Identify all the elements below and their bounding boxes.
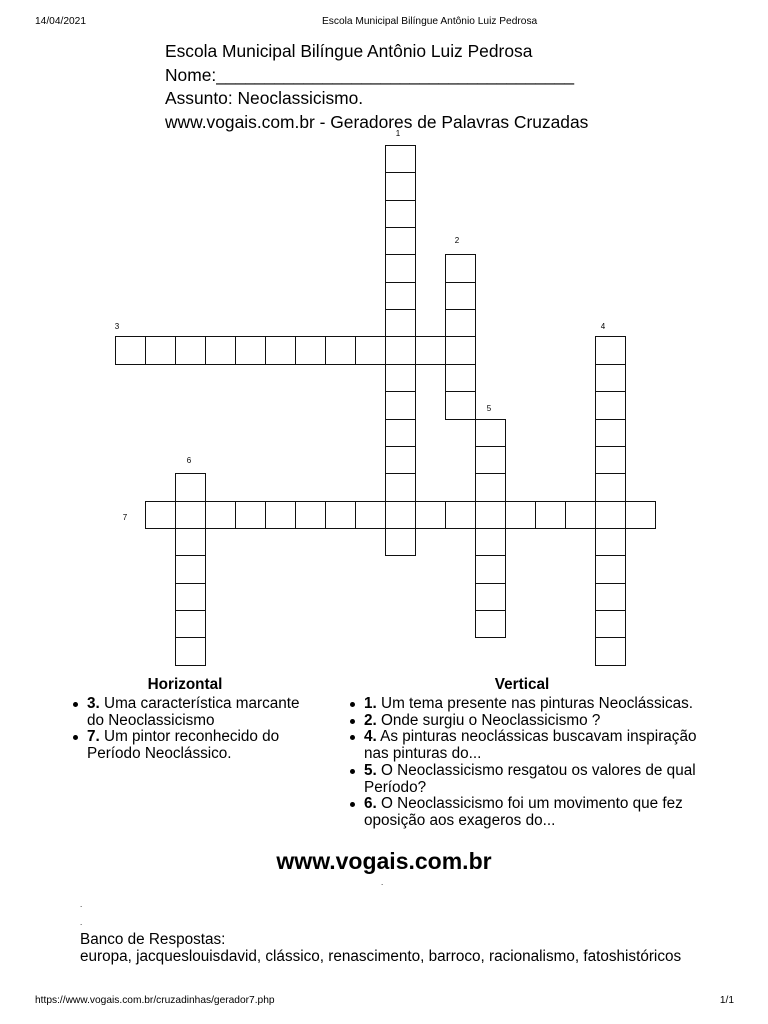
crossword-cell — [385, 364, 416, 392]
crossword-cell — [385, 282, 416, 310]
spacer-dot: . — [80, 918, 83, 927]
clue-number: 3. — [87, 695, 100, 712]
generator-line: www.vogais.com.br - Geradores de Palavras Cruzadas — [165, 111, 589, 132]
crossword-cell — [625, 501, 656, 529]
horizontal-clues-title: Horizontal — [147, 676, 223, 693]
crossword-cell — [385, 336, 416, 365]
crossword-cell — [325, 336, 356, 365]
clue-text: Um tema presente nas pinturas Neoclássicas. — [381, 695, 694, 712]
crossword-cell — [475, 555, 506, 584]
crossword-cell — [385, 227, 416, 255]
clue-item — [347, 696, 709, 713]
crossword-cell — [265, 501, 296, 529]
grid-number-label: 1 — [395, 129, 401, 138]
crossword-cell — [565, 501, 596, 529]
crossword-cell — [595, 473, 626, 502]
clue-item — [347, 713, 709, 730]
crossword-cell — [595, 637, 626, 666]
crossword-cell — [475, 501, 506, 529]
crossword-cell — [385, 446, 416, 474]
crossword-cell — [595, 336, 626, 365]
crossword-cell — [115, 336, 146, 365]
crossword-cell — [355, 501, 386, 529]
crossword-cell — [355, 336, 386, 365]
clue-item — [70, 729, 307, 762]
crossword-cell — [475, 610, 506, 638]
crossword-cell — [235, 501, 266, 529]
vertical-clue-list — [347, 696, 709, 830]
clue-number: 2. — [364, 711, 377, 729]
crossword-cell — [265, 336, 296, 365]
crossword-cell — [445, 336, 476, 365]
crossword-cell — [595, 610, 626, 638]
crossword-cell — [385, 528, 416, 556]
spacer-dot: . — [80, 900, 83, 909]
horizontal-clues — [70, 676, 307, 763]
clue-text: Uma característica marcante do Neoclassicismo — [87, 695, 300, 729]
clue-text: Onde surgiu o Neoclassicismo ? — [381, 711, 601, 729]
grid-number-label: 3 — [114, 322, 120, 331]
crossword-cell — [325, 501, 356, 529]
name-line: Nome:_____________________________________ — [165, 64, 575, 85]
crossword-cell — [595, 391, 626, 420]
site-banner: www.vogais.com.br — [276, 848, 492, 874]
clue-number: 1. — [364, 695, 377, 712]
crossword-cell — [595, 528, 626, 556]
crossword-cell — [475, 446, 506, 474]
clue-number: 7. — [87, 728, 100, 746]
print-page-number: 1/1 — [719, 995, 734, 1006]
grid-number-label: 6 — [186, 456, 192, 465]
crossword-cell — [445, 282, 476, 310]
crossword-cell — [385, 172, 416, 201]
crossword-cell — [505, 501, 536, 529]
clue-text: As pinturas neoclássicas buscavam inspiração nas pinturas do... — [364, 728, 697, 763]
clue-text: Um pintor reconhecido do Período Neoclássico. — [87, 728, 280, 763]
crossword-cell — [385, 501, 416, 529]
clue-text: O Neoclassicismo resgatou os valores de qual Período? — [364, 761, 696, 796]
clue-number: 5. — [364, 761, 377, 779]
grid-number-label: 4 — [600, 322, 606, 331]
crossword-cell — [415, 501, 446, 529]
horizontal-clue-list — [70, 696, 307, 763]
clue-number: 6. — [364, 795, 377, 813]
crossword-cell — [235, 336, 266, 365]
answer-bank-words: europa, jacqueslouisdavid, clássico, renascimento, barroco, racionalismo, fatoshistóricos — [80, 948, 682, 965]
crossword-cell — [205, 336, 236, 365]
clue-number: 4. — [364, 728, 377, 746]
crossword-cell — [385, 200, 416, 228]
grid-number-label: 7 — [122, 513, 128, 522]
crossword-cell — [295, 336, 326, 365]
crossword-cell — [595, 583, 626, 611]
crossword-cell — [175, 610, 206, 638]
crossword-cell — [595, 446, 626, 474]
crossword-cell — [475, 419, 506, 447]
crossword-cell — [385, 391, 416, 420]
crossword-cell — [385, 254, 416, 283]
vertical-clues — [347, 676, 709, 830]
print-url: https://www.vogais.com.br/cruzadinhas/gerador7.php — [35, 995, 275, 1006]
vertical-clues-title: Vertical — [494, 676, 550, 693]
crossword-cell — [415, 336, 446, 365]
school-name: Escola Municipal Bilíngue Antônio Luiz Pedrosa — [165, 41, 533, 61]
crossword-cell — [175, 336, 206, 365]
print-title: Escola Municipal Bilíngue Antônio Luiz Pedrosa — [322, 16, 538, 27]
clue-text: O Neoclassicismo foi um movimento que fez oposição aos exageros do... — [364, 795, 683, 829]
crossword-cell — [175, 528, 206, 556]
spacer-dot: . — [381, 878, 384, 887]
clue-item — [347, 763, 709, 796]
crossword-cell — [145, 501, 176, 529]
clue-item — [347, 729, 709, 762]
crossword-cell — [175, 555, 206, 584]
answer-bank — [80, 931, 681, 965]
crossword-cell — [595, 501, 626, 529]
grid-number-label: 5 — [486, 404, 492, 413]
crossword-cell — [535, 501, 566, 529]
crossword-cell — [445, 501, 476, 529]
crossword-cell — [445, 309, 476, 337]
crossword-cell — [445, 364, 476, 392]
crossword-cell — [385, 419, 416, 447]
crossword-cell — [175, 583, 206, 611]
answer-bank-title: Banco de Respostas: — [80, 931, 226, 948]
crossword-cell — [175, 637, 206, 666]
crossword-cell — [595, 364, 626, 392]
clue-item — [347, 796, 709, 829]
crossword-cell — [595, 419, 626, 447]
print-date: 14/04/2021 — [35, 16, 86, 27]
crossword-cell — [475, 583, 506, 611]
subject-line: Assunto: Neoclassicismo. — [165, 88, 364, 108]
crossword-cell — [475, 528, 506, 556]
crossword-cell — [145, 336, 176, 365]
crossword-cell — [385, 473, 416, 502]
crossword-cell — [385, 309, 416, 337]
crossword-cell — [445, 254, 476, 283]
grid-number-label: 2 — [454, 236, 460, 245]
crossword-cell — [595, 555, 626, 584]
crossword-cell — [295, 501, 326, 529]
crossword-cell — [205, 501, 236, 529]
crossword-cell — [445, 391, 476, 420]
crossword-cell — [175, 473, 206, 502]
crossword-cell — [385, 145, 416, 173]
crossword-cell — [175, 501, 206, 529]
crossword-cell — [475, 473, 506, 502]
clue-item — [70, 696, 307, 729]
